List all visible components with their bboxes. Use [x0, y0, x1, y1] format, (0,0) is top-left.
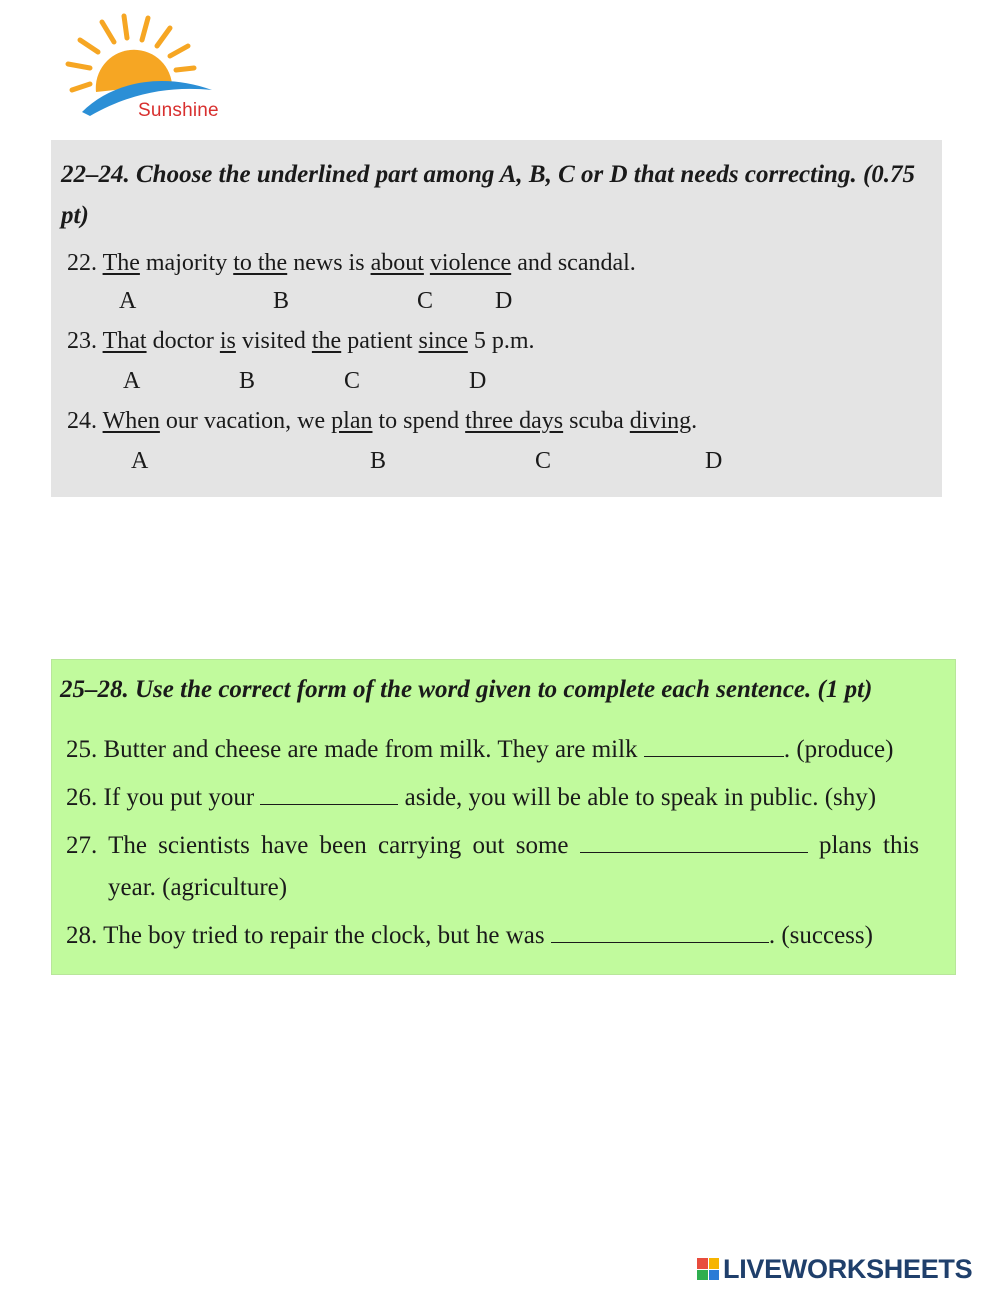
question-24: 24. When our vacation, we plan to spend three days scuba diving. — [67, 408, 698, 434]
option-letter: D — [469, 368, 487, 394]
word-form-section — [51, 659, 956, 975]
option-letter: A — [123, 368, 141, 394]
question-27: 27. The scientists have been carrying out some plans this — [66, 832, 920, 859]
liveworksheets-icon — [697, 1258, 719, 1280]
question-28: 28. The boy tried to repair the clock, but he was . (success) — [66, 922, 873, 949]
question-26: 26. If you put your aside, you will be able to speak in public. (shy) — [66, 784, 877, 811]
option-letter: B — [239, 368, 256, 394]
option-letter: B — [370, 448, 387, 474]
option-letter: B — [273, 288, 290, 314]
question-22: 22. The majority to the news is about violence and scandal. — [67, 250, 636, 276]
answer-blank-25[interactable] — [644, 736, 784, 757]
option-letter: A — [131, 448, 149, 474]
option-letter: A — [119, 288, 137, 314]
section-heading: 25–28. Use the correct form of the word given to complete each sentence. (1 pt) — [60, 676, 873, 703]
error-identification-section — [51, 140, 942, 497]
answer-blank-26[interactable] — [260, 784, 398, 805]
option-letter: D — [705, 448, 723, 474]
question-27-continuation: year. (agriculture) — [108, 874, 288, 901]
option-letter: D — [495, 288, 513, 314]
option-letter: C — [417, 288, 434, 314]
option-letter: C — [535, 448, 552, 474]
answer-blank-28[interactable] — [551, 922, 769, 943]
brand-name: Sunshine — [138, 100, 219, 121]
liveworksheets-logo — [697, 1254, 995, 1284]
question-25: 25. Butter and cheese are made from milk. They are milk . (produce) — [66, 736, 894, 763]
section-heading: 22–24. Choose the underlined part among A, B, C or D that needs correcting. (0.75 pt) — [61, 161, 916, 229]
option-letter: C — [344, 368, 361, 394]
question-23: 23. That doctor is visited the patient since 5 p.m. — [67, 328, 535, 354]
answer-blank-27[interactable] — [580, 832, 808, 853]
liveworksheets-wordmark: LIVEWORKSHEETS — [723, 1253, 973, 1284]
